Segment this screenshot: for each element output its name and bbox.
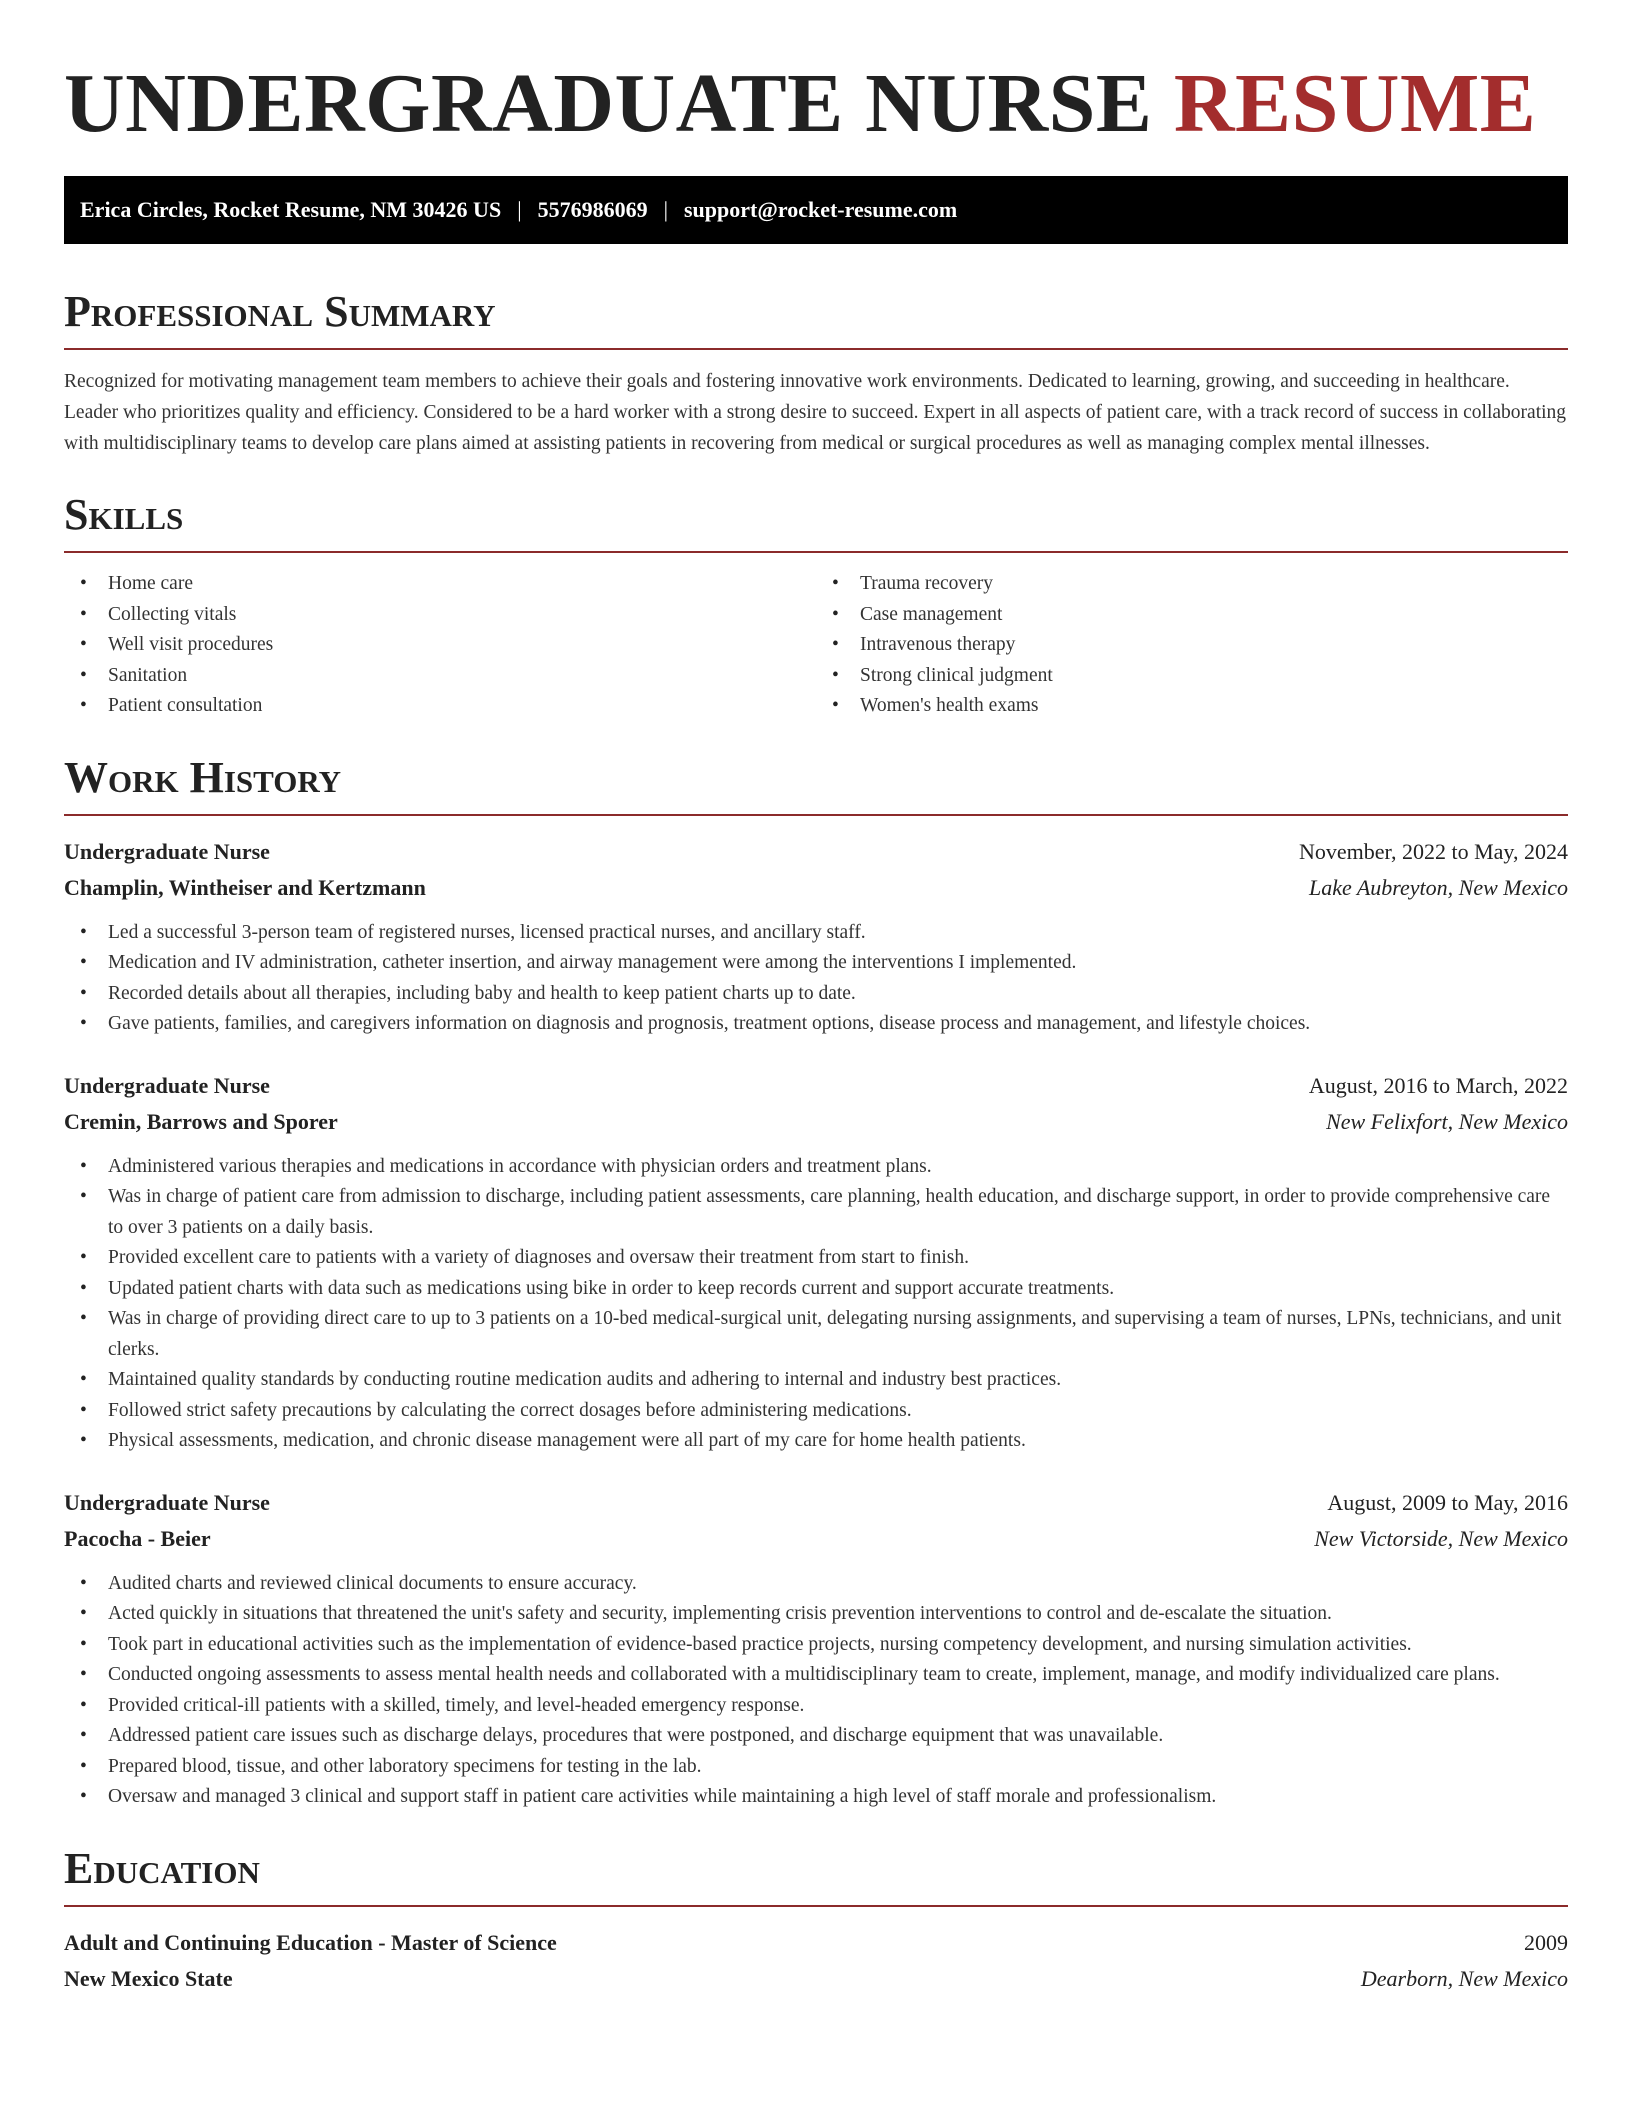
skill-item: • Patient consultation: [64, 691, 816, 722]
job-title: Undergraduate Nurse: [64, 1072, 270, 1098]
skill-item: • Strong clinical judgment: [816, 661, 1568, 692]
job-duty: • Conducted ongoing assessments to assess mental health needs and collaborated with a multidisciplinary team to create, implement, manage, and modify individualized care plans.: [64, 1660, 1568, 1691]
skill-item: • Women's health exams: [816, 691, 1568, 722]
job-title: Undergraduate Nurse: [64, 838, 270, 864]
job-duty: • Maintained quality standards by conducting routine medication audits and adhering to internal and industry best practices.: [64, 1365, 1568, 1396]
education-year: 2009: [1524, 1929, 1568, 1955]
job-duty: • Prepared blood, tissue, and other laboratory specimens for testing in the lab.: [64, 1752, 1568, 1783]
job-header-row: [64, 834, 1568, 870]
job-dates: August, 2016 to March, 2022: [1308, 1072, 1568, 1098]
job-employer-row: [64, 1104, 1568, 1140]
job-title: Undergraduate Nurse: [64, 1489, 270, 1515]
title-accent: RESUME: [1173, 57, 1537, 150]
job-duty: • Acted quickly in situations that threatened the unit's safety and security, implementing crisis prevention interventions to control and de-escalate the situation.: [64, 1599, 1568, 1630]
job-employer-row: [64, 870, 1568, 906]
skill-item: • Sanitation: [64, 661, 816, 692]
job-entry: [64, 834, 1568, 1040]
job-duty: • Administered various therapies and medications in accordance with physician orders and treatment plans.: [64, 1152, 1568, 1183]
contact-bar: [64, 176, 1568, 244]
education-heading: Education: [64, 1843, 1568, 1907]
job-duty: • Was in charge of providing direct care to up to 3 patients on a 10-bed medical-surgical unit, delegating nursing assignments, and supervising a team of nurses, LPNs, technicians, and unit clerks.: [64, 1304, 1568, 1365]
contact-email: support@rocket-resume.com: [684, 197, 958, 222]
job-company: Cremin, Barrows and Sporer: [64, 1108, 338, 1134]
job-header-row: [64, 1485, 1568, 1521]
job-dates: November, 2022 to May, 2024: [1299, 838, 1568, 864]
job-duty: • Gave patients, families, and caregivers information on diagnosis and prognosis, treatment options, disease process and management, and lifestyle choices.: [64, 1009, 1568, 1040]
job-duties: [64, 1152, 1568, 1457]
skill-item: • Collecting vitals: [64, 600, 816, 631]
contact-separator: |: [517, 197, 522, 222]
job-duty: • Oversaw and managed 3 clinical and support staff in patient care activities while maintaining a high level of staff morale and professionalism.: [64, 1782, 1568, 1813]
skills-heading: Skills: [64, 489, 1568, 553]
contact-separator: |: [663, 197, 668, 222]
job-duty: • Addressed patient care issues such as discharge delays, procedures that were postponed, and discharge equipment that was unavailable.: [64, 1721, 1568, 1752]
work-history-heading: Work History: [64, 752, 1568, 816]
job-duty: • Medication and IV administration, catheter insertion, and airway management were among the interventions I implemented.: [64, 948, 1568, 979]
summary-text: Recognized for motivating management team members to achieve their goals and fostering innovative work environments. Dedicated to learning, growing, and succeeding in healthcare. Leader who prioritizes quality and efficiency. Considered to be a hard worker with a strong desire to succeed. Expert in all aspects of patient care, with a track record of success in collaborating with multidisciplinary teams to develop care plans aimed at assisting patients in recovering from medical or surgical procedures as well as managing complex mental illnesses.: [64, 371, 1567, 454]
job-duties: [64, 918, 1568, 1040]
skill-item: • Case management: [816, 600, 1568, 631]
job-location: New Victorside, New Mexico: [1314, 1525, 1568, 1551]
resume-title: [64, 56, 1568, 152]
job-location: Lake Aubreyton, New Mexico: [1308, 874, 1568, 900]
education-entry: [64, 1925, 1568, 1997]
job-entry: [64, 1068, 1568, 1457]
job-company: Pacocha - Beier: [64, 1525, 211, 1551]
job-location: New Felixfort, New Mexico: [1326, 1108, 1568, 1134]
job-dates: August, 2009 to May, 2016: [1327, 1489, 1568, 1515]
job-duty: • Recorded details about all therapies, including baby and health to keep patient charts up to date.: [64, 979, 1568, 1010]
education-degree-row: [64, 1925, 1568, 1961]
skill-item: • Intravenous therapy: [816, 630, 1568, 661]
summary-heading: Professional Summary: [64, 286, 1568, 350]
job-duty: • Followed strict safety precautions by calculating the correct dosages before administering medications.: [64, 1396, 1568, 1427]
skills-column-left: [64, 569, 816, 722]
job-duty: • Physical assessments, medication, and chronic disease management were all part of my care for home health patients.: [64, 1426, 1568, 1457]
title-main: UNDERGRADUATE NURSE: [64, 57, 1153, 150]
education-school: New Mexico State: [64, 1965, 233, 1991]
education-degree: Adult and Continuing Education - Master of Science: [64, 1929, 557, 1955]
job-duty: • Provided excellent care to patients with a variety of diagnoses and oversaw their treatment from start to finish.: [64, 1243, 1568, 1274]
skills-list: [64, 569, 1568, 722]
contact-address: Erica Circles, Rocket Resume, NM 30426 US: [80, 197, 502, 222]
contact-phone: 5576986069: [537, 197, 648, 222]
job-header-row: [64, 1068, 1568, 1104]
education-location: Dearborn, New Mexico: [1360, 1965, 1568, 1991]
job-duty: • Was in charge of patient care from admission to discharge, including patient assessments, care planning, health education, and discharge support, in order to provide comprehensive care to over 3 patients on a daily basis.: [64, 1182, 1568, 1243]
job-duty: • Provided critical-ill patients with a skilled, timely, and level-headed emergency response.: [64, 1691, 1568, 1722]
skill-item: • Trauma recovery: [816, 569, 1568, 600]
skills-column-right: [816, 569, 1568, 722]
skill-item: • Home care: [64, 569, 816, 600]
job-duties: [64, 1569, 1568, 1813]
skill-item: • Well visit procedures: [64, 630, 816, 661]
job-duty: • Audited charts and reviewed clinical documents to ensure accuracy.: [64, 1569, 1568, 1600]
education-school-row: [64, 1961, 1568, 1997]
job-employer-row: [64, 1521, 1568, 1557]
job-duty: • Led a successful 3-person team of registered nurses, licensed practical nurses, and ancillary staff.: [64, 918, 1568, 949]
job-duty: • Took part in educational activities such as the implementation of evidence-based practice projects, nursing competency development, and nursing simulation activities.: [64, 1630, 1568, 1661]
job-company: Champlin, Wintheiser and Kertzmann: [64, 874, 426, 900]
job-duty: • Updated patient charts with data such as medications using bike in order to keep records current and support accurate treatments.: [64, 1274, 1568, 1305]
job-entry: [64, 1485, 1568, 1813]
